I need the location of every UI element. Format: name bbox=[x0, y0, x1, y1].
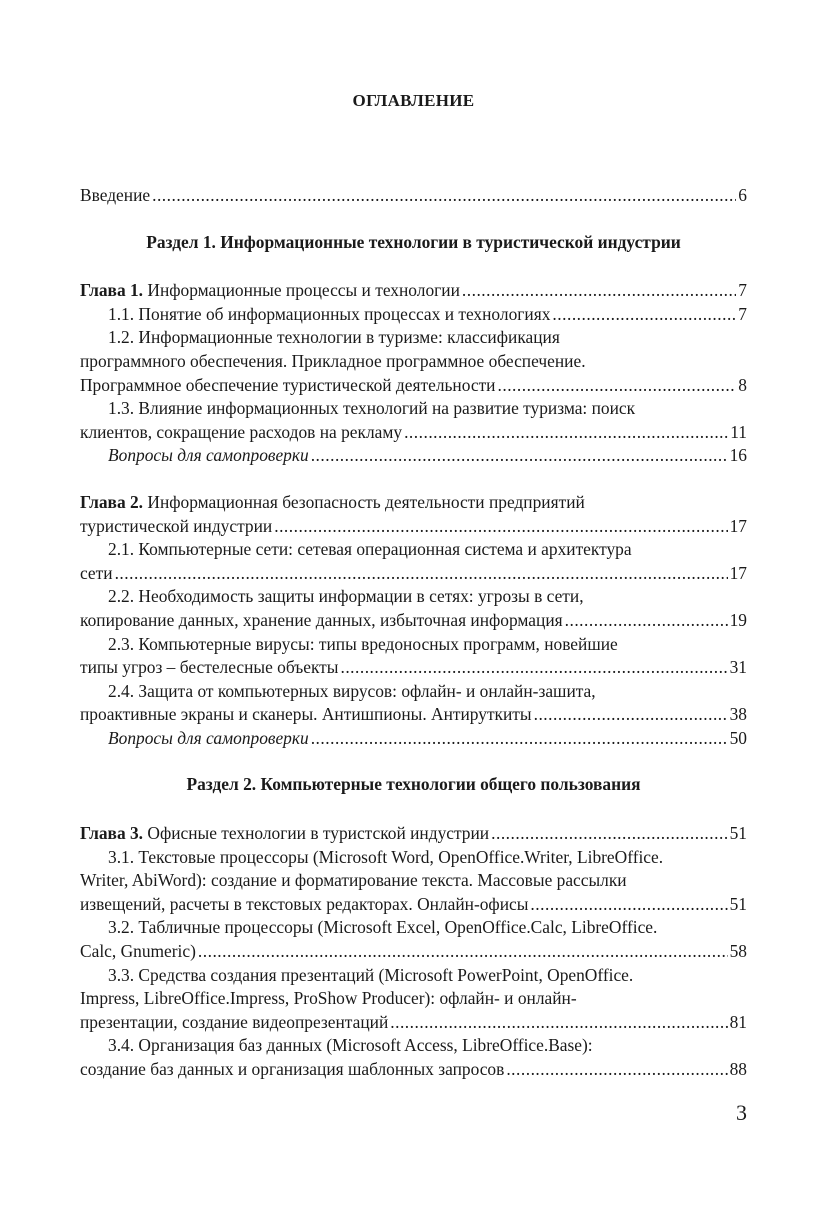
toc-entry-text: презентации, создание видеопрезентаций bbox=[80, 1011, 389, 1032]
toc-entry-3-4-line2[interactable] bbox=[80, 1058, 747, 1082]
toc-entry-text: 2.4. Защита от компьютерных вирусов: офлайн- и онлайн-зашита, bbox=[108, 680, 596, 701]
dot-leader bbox=[274, 515, 727, 539]
dot-leader bbox=[534, 703, 728, 727]
toc-entry-text: типы угроз – бестелесные объекты bbox=[80, 657, 339, 678]
dot-leader bbox=[115, 562, 728, 586]
dot-leader bbox=[491, 822, 727, 846]
chapter-label: Глава 3. bbox=[80, 823, 144, 844]
toc-entry-text: сети bbox=[80, 562, 113, 583]
toc-page-number: 8 bbox=[738, 374, 747, 395]
toc-entry-text: Вопросы для самопроверки bbox=[108, 727, 309, 748]
dot-leader bbox=[404, 421, 728, 445]
toc-entry-text: Информационная безопасность деятельности предприятий bbox=[143, 491, 585, 512]
toc-entry-chapter-1[interactable] bbox=[80, 279, 747, 303]
toc-entry-3-3-line1[interactable] bbox=[80, 964, 747, 988]
toc-entry-2-3-line2[interactable] bbox=[80, 656, 747, 680]
toc-entry-2-2-line1[interactable] bbox=[80, 585, 747, 609]
toc-entry-3-2-line1[interactable] bbox=[80, 916, 747, 940]
dot-leader bbox=[530, 893, 727, 917]
toc-entry-2-4-line1[interactable] bbox=[80, 680, 747, 704]
toc-entry-text: туристической индустрии bbox=[80, 515, 273, 536]
toc-entry-text: 3.4. Организация баз данных (Microsoft Access, LibreOffice.Base): bbox=[108, 1035, 593, 1056]
toc-entry-2-2-line2[interactable] bbox=[80, 609, 747, 633]
toc-entry-text: извещений, расчеты в текстовых редакторах. Онлайн-офисы bbox=[80, 893, 529, 914]
toc-page-number: 51 bbox=[729, 893, 747, 914]
page-number: 3 bbox=[736, 1100, 747, 1125]
dot-leader bbox=[552, 303, 736, 327]
toc-entry-questions-1[interactable] bbox=[80, 444, 747, 468]
toc-entry-text: Вопросы для самопроверки bbox=[108, 445, 309, 466]
toc-entry-2-1-line1[interactable] bbox=[80, 538, 747, 562]
section-heading-2: Раздел 2. Компьютерные технологии общего пользования bbox=[186, 774, 641, 795]
toc-entry-text: Impress, LibreOffice.Impress, ProShow Producer): офлайн- и онлайн- bbox=[80, 988, 577, 1009]
toc-entry-3-1-line2[interactable] bbox=[80, 869, 747, 893]
toc-entry-text: программного обеспечения. Прикладное программное обеспечение. bbox=[80, 350, 586, 371]
dot-leader bbox=[565, 609, 728, 633]
toc-entry-text: 3.3. Средства создания презентаций (Microsoft PowerPoint, OpenOffice. bbox=[108, 964, 634, 985]
toc-page-number: 19 bbox=[729, 609, 747, 630]
toc-entry-text: Информационные процессы и технологии bbox=[143, 280, 460, 301]
dot-leader bbox=[340, 656, 727, 680]
toc-entry-1-2-line3[interactable] bbox=[80, 374, 747, 398]
toc-page-number: 50 bbox=[729, 727, 747, 748]
dot-leader bbox=[311, 727, 728, 751]
toc-page-number: 7 bbox=[738, 280, 747, 301]
toc-entry-text: Writer, AbiWord): создание и форматирование текста. Массовые рассылки bbox=[80, 870, 627, 891]
section-heading-1: Раздел 1. Информационные технологии в туристической индустрии bbox=[146, 231, 681, 252]
toc-entry-text: Офисные технологии в туристской индустрии bbox=[143, 823, 490, 844]
toc-page-number: 17 bbox=[729, 515, 747, 536]
dot-leader bbox=[506, 1058, 727, 1082]
dot-leader bbox=[462, 279, 736, 303]
toc-entry-text: Введение bbox=[80, 185, 151, 205]
toc-entry-text: 3.2. Табличные процессоры (Microsoft Excel, OpenOffice.Calc, LibreOffice. bbox=[108, 917, 658, 938]
toc-entry-1-1[interactable] bbox=[80, 303, 747, 327]
toc-entry-text: 2.2. Необходимость защиты информации в сетях: угрозы в сети, bbox=[108, 586, 584, 607]
toc-entry-2-4-line2[interactable] bbox=[80, 703, 747, 727]
dot-leader bbox=[311, 444, 728, 468]
toc-entry-text: 2.1. Компьютерные сети: сетевая операционная система и архитектура bbox=[108, 539, 632, 560]
toc-entry-1-2-line1[interactable] bbox=[80, 326, 747, 350]
toc-entry-chapter-3[interactable] bbox=[80, 822, 747, 846]
toc-entry-3-4-line1[interactable] bbox=[80, 1034, 747, 1058]
toc-entry-text: копирование данных, хранение данных, избыточная информация bbox=[80, 609, 563, 630]
toc-entry-1-3-line2[interactable] bbox=[80, 421, 747, 445]
toc-page-number: 51 bbox=[729, 823, 747, 844]
toc-entry-text: 1.3. Влияние информационных технологий на развитие туризма: поиск bbox=[108, 398, 636, 419]
toc-page-number: 17 bbox=[729, 562, 747, 583]
toc-entry-2-3-line1[interactable] bbox=[80, 633, 747, 657]
dot-leader bbox=[198, 940, 728, 964]
toc-entry-intro[interactable] bbox=[80, 184, 747, 208]
toc-page-number: 7 bbox=[738, 303, 747, 324]
toc-entry-text: проактивные экраны и сканеры. Антишпионы. Антируткиты bbox=[80, 704, 532, 725]
toc-page-number: 81 bbox=[729, 1011, 747, 1032]
toc-page-number: 58 bbox=[729, 941, 747, 962]
toc-entry-3-2-line2[interactable] bbox=[80, 940, 747, 964]
toc-entry-text: 2.3. Компьютерные вирусы: типы вредоносных программ, новейшие bbox=[108, 633, 618, 654]
toc-page-number: 31 bbox=[729, 657, 747, 678]
toc-entry-3-3-line2[interactable] bbox=[80, 987, 747, 1011]
page-title: ОГЛАВЛЕНИЕ bbox=[352, 91, 475, 110]
toc-entry-3-3-line3[interactable] bbox=[80, 1011, 747, 1035]
toc-entry-chapter-2-line1[interactable] bbox=[80, 491, 747, 515]
toc-entry-text: 1.2. Информационные технологии в туризме: классификация bbox=[108, 327, 560, 348]
toc-entry-1-3-line1[interactable] bbox=[80, 397, 747, 421]
toc-entry-text: 1.1. Понятие об информационных процессах и технологиях bbox=[108, 303, 551, 324]
toc-page-number: 88 bbox=[729, 1059, 747, 1079]
toc-entry-questions-2[interactable] bbox=[80, 727, 747, 751]
dot-leader bbox=[498, 374, 737, 398]
chapter-label: Глава 1. bbox=[80, 280, 144, 301]
dot-leader bbox=[152, 184, 736, 208]
toc-entry-3-1-line1[interactable] bbox=[80, 846, 747, 870]
toc-entry-text: 3.1. Текстовые процессоры (Microsoft Word, OpenOffice.Writer, LibreOffice. bbox=[108, 846, 664, 867]
toc-page-number: 38 bbox=[729, 704, 747, 725]
toc-entry-chapter-2-line2[interactable] bbox=[80, 515, 747, 539]
chapter-label: Глава 2. bbox=[80, 491, 144, 512]
toc-page-number: 16 bbox=[729, 445, 747, 466]
table-of-contents bbox=[80, 184, 747, 1082]
toc-entry-text: создание баз данных и организация шаблонных запросов bbox=[80, 1059, 505, 1079]
toc-entry-2-1-line2[interactable] bbox=[80, 562, 747, 586]
toc-entry-1-2-line2[interactable] bbox=[80, 350, 747, 374]
toc-page-number: 11 bbox=[730, 421, 747, 442]
dot-leader bbox=[390, 1011, 727, 1035]
toc-entry-text: Calc, Gnumeric) bbox=[80, 941, 196, 962]
toc-entry-text: Программное обеспечение туристической деятельности bbox=[80, 374, 496, 395]
toc-entry-3-1-line3[interactable] bbox=[80, 893, 747, 917]
toc-entry-text: клиентов, сокращение расходов на рекламу bbox=[80, 421, 403, 442]
toc-page-number: 6 bbox=[738, 185, 747, 205]
